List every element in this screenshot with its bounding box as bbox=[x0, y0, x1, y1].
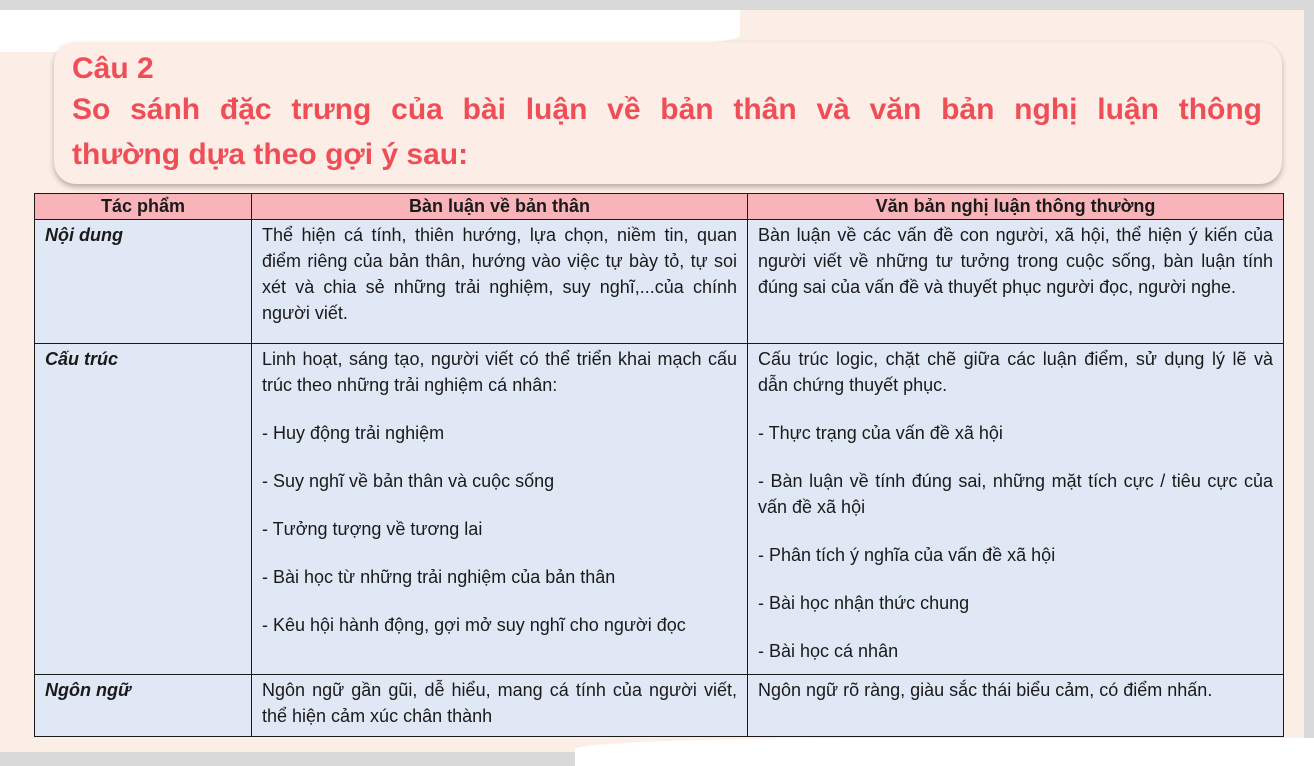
list-item: - Bài học từ những trải nghiệm của bản thân bbox=[262, 567, 616, 587]
cell-text: Ngôn ngữ rõ ràng, giàu sắc thái biểu cảm, có điểm nhấn. bbox=[758, 680, 1213, 700]
question-number: Câu 2 bbox=[72, 52, 154, 85]
cell-text: Cấu trúc logic, chặt chẽ giữa các luận điểm, sử dụng lý lẽ và dẫn chứng thuyết phục. bbox=[758, 349, 1273, 395]
list-item: - Bài học cá nhân bbox=[758, 641, 899, 661]
list-item: - Bàn luận về tính đúng sai, những mặt tích cực / tiêu cực của vấn đề xã hội bbox=[758, 471, 1273, 517]
cell-text: Bàn luận về các vấn đề con người, xã hội, thể hiện ý kiến của người viết về những tư tưởng trong cuộc sống, bàn luận tính đúng sai của vấn đề và thuyết phục người đọc, người nghe. bbox=[758, 225, 1273, 297]
table-row bbox=[35, 344, 1284, 675]
title-box bbox=[54, 42, 1282, 184]
row-label: Nội dung bbox=[45, 225, 123, 245]
cell-text: Thể hiện cá tính, thiên hướng, lựa chọn, niềm tin, quan điểm riêng của bản thân, hướng vào việc tự bày tỏ, tự soi xét và chia sẻ những trải nghiệm, suy nghĩ,...của chính người viết. bbox=[262, 225, 737, 323]
content-cell bbox=[252, 344, 748, 675]
list-item: - Suy nghĩ về bản thân và cuộc sống bbox=[262, 471, 555, 491]
content-cell bbox=[252, 675, 748, 737]
content-cell bbox=[748, 675, 1284, 737]
table-header-row bbox=[35, 194, 1284, 220]
row-label: Ngôn ngữ bbox=[45, 680, 131, 700]
question-text-line2: thường dựa theo gợi ý sau: bbox=[72, 138, 469, 171]
question-text-line1: So sánh đặc trưng của bài luận về bản thân và văn bản nghị luận thông bbox=[72, 93, 1262, 126]
row-label-cell bbox=[35, 675, 252, 737]
list-item: - Phân tích ý nghĩa của vấn đề xã hội bbox=[758, 545, 1056, 565]
content-cell bbox=[252, 220, 748, 344]
table-row bbox=[35, 675, 1284, 737]
list-item: - Kêu hội hành động, gợi mở suy nghĩ cho người đọc bbox=[262, 615, 686, 635]
cell-text: Ngôn ngữ gần gũi, dễ hiểu, mang cá tính của người viết, thể hiện cảm xúc chân thành bbox=[262, 680, 737, 726]
cell-text: Linh hoạt, sáng tạo, người viết có thể triển khai mạch cấu trúc theo những trải nghiệm cá nhân: bbox=[262, 349, 737, 395]
list-item: - Tưởng tượng về tương lai bbox=[262, 519, 483, 539]
comparison-table bbox=[34, 193, 1284, 737]
header-self-essay: Bàn luận về bản thân bbox=[252, 194, 748, 220]
content-cell bbox=[748, 344, 1284, 675]
table-row bbox=[35, 220, 1284, 344]
row-label-cell bbox=[35, 220, 252, 344]
content-cell bbox=[748, 220, 1284, 344]
decorative-shape-bottom bbox=[575, 738, 1314, 766]
row-label: Cấu trúc bbox=[45, 349, 119, 369]
list-item: - Thực trạng của vấn đề xã hội bbox=[758, 423, 1003, 443]
row-label-cell bbox=[35, 344, 252, 675]
list-item: - Huy động trải nghiệm bbox=[262, 423, 445, 443]
header-works: Tác phẩm bbox=[35, 194, 252, 220]
header-argumentative-text: Văn bản nghị luận thông thường bbox=[748, 194, 1284, 220]
list-item: - Bài học nhận thức chung bbox=[758, 593, 970, 613]
